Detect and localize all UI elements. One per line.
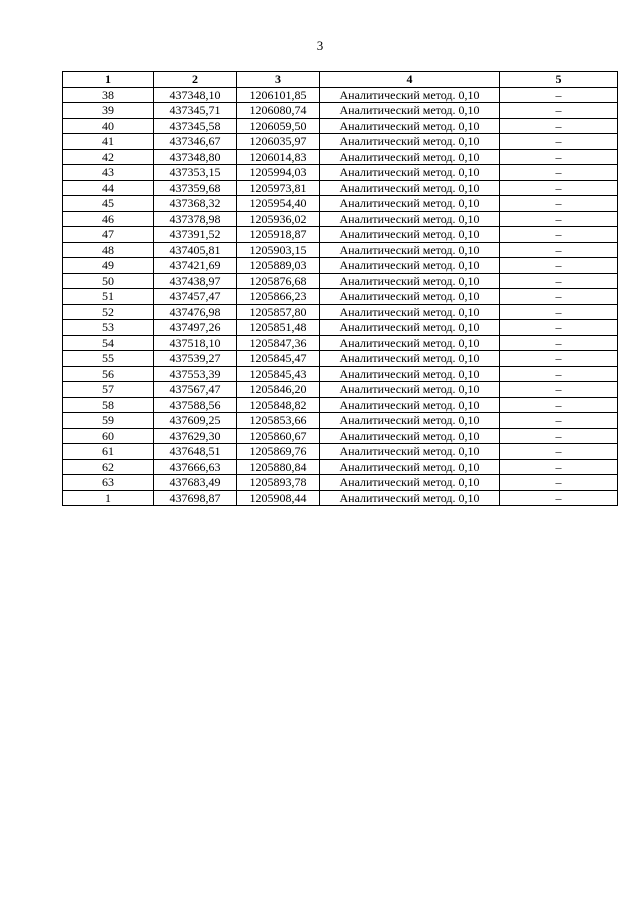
x-coordinate-cell: 437359,68 [154, 180, 237, 196]
header-row [63, 72, 618, 88]
point-number-cell: 54 [63, 335, 154, 351]
table-row [63, 304, 618, 320]
x-coordinate-cell: 437666,63 [154, 459, 237, 475]
description-cell: – [500, 289, 618, 305]
y-coordinate-cell: 1206101,85 [237, 87, 320, 103]
method-cell: Аналитический метод. 0,10 [320, 366, 500, 382]
point-number-cell: 48 [63, 242, 154, 258]
table-row [63, 289, 618, 305]
point-number-cell: 46 [63, 211, 154, 227]
description-cell: – [500, 397, 618, 413]
x-coordinate-cell: 437421,69 [154, 258, 237, 274]
table-row [63, 490, 618, 506]
point-number-cell: 52 [63, 304, 154, 320]
description-cell: – [500, 103, 618, 119]
description-cell: – [500, 134, 618, 150]
table-row [63, 87, 618, 103]
point-number-cell: 56 [63, 366, 154, 382]
method-cell: Аналитический метод. 0,10 [320, 304, 500, 320]
table-row [63, 428, 618, 444]
method-cell: Аналитический метод. 0,10 [320, 180, 500, 196]
point-number-cell: 45 [63, 196, 154, 212]
method-cell: Аналитический метод. 0,10 [320, 382, 500, 398]
table-row [63, 320, 618, 336]
y-coordinate-cell: 1205936,02 [237, 211, 320, 227]
description-cell: – [500, 351, 618, 367]
table-row [63, 242, 618, 258]
point-number-cell: 62 [63, 459, 154, 475]
y-coordinate-cell: 1205853,66 [237, 413, 320, 429]
method-cell: Аналитический метод. 0,10 [320, 444, 500, 460]
method-cell: Аналитический метод. 0,10 [320, 413, 500, 429]
x-coordinate-cell: 437567,47 [154, 382, 237, 398]
method-cell: Аналитический метод. 0,10 [320, 459, 500, 475]
y-coordinate-cell: 1205918,87 [237, 227, 320, 243]
point-number-cell: 53 [63, 320, 154, 336]
point-number-cell: 57 [63, 382, 154, 398]
y-coordinate-cell: 1205869,76 [237, 444, 320, 460]
y-coordinate-cell: 1206014,83 [237, 149, 320, 165]
table-row [63, 413, 618, 429]
x-coordinate-cell: 437346,67 [154, 134, 237, 150]
y-coordinate-cell: 1205903,15 [237, 242, 320, 258]
method-cell: Аналитический метод. 0,10 [320, 475, 500, 491]
point-number-cell: 59 [63, 413, 154, 429]
description-cell: – [500, 87, 618, 103]
method-cell: Аналитический метод. 0,10 [320, 87, 500, 103]
x-coordinate-cell: 437588,56 [154, 397, 237, 413]
method-cell: Аналитический метод. 0,10 [320, 258, 500, 274]
description-cell: – [500, 335, 618, 351]
table-row [63, 273, 618, 289]
description-cell: – [500, 149, 618, 165]
table-row [63, 103, 618, 119]
x-coordinate-cell: 437391,52 [154, 227, 237, 243]
y-coordinate-cell: 1205880,84 [237, 459, 320, 475]
header-cell-5: 5 [500, 72, 618, 88]
description-cell: – [500, 196, 618, 212]
table-row [63, 351, 618, 367]
x-coordinate-cell: 437345,71 [154, 103, 237, 119]
y-coordinate-cell: 1205954,40 [237, 196, 320, 212]
description-cell: – [500, 490, 618, 506]
x-coordinate-cell: 437348,10 [154, 87, 237, 103]
table-row [63, 444, 618, 460]
point-number-cell: 51 [63, 289, 154, 305]
description-cell: – [500, 273, 618, 289]
point-number-cell: 42 [63, 149, 154, 165]
table-row [63, 475, 618, 491]
method-cell: Аналитический метод. 0,10 [320, 227, 500, 243]
table-row [63, 382, 618, 398]
y-coordinate-cell: 1205876,68 [237, 273, 320, 289]
y-coordinate-cell: 1205866,23 [237, 289, 320, 305]
x-coordinate-cell: 437539,27 [154, 351, 237, 367]
x-coordinate-cell: 437476,98 [154, 304, 237, 320]
method-cell: Аналитический метод. 0,10 [320, 196, 500, 212]
description-cell: – [500, 180, 618, 196]
description-cell: – [500, 444, 618, 460]
description-cell: – [500, 227, 618, 243]
method-cell: Аналитический метод. 0,10 [320, 320, 500, 336]
method-cell: Аналитический метод. 0,10 [320, 165, 500, 181]
method-cell: Аналитический метод. 0,10 [320, 335, 500, 351]
x-coordinate-cell: 437553,39 [154, 366, 237, 382]
table-row [63, 211, 618, 227]
table-row [63, 397, 618, 413]
x-coordinate-cell: 437368,32 [154, 196, 237, 212]
method-cell: Аналитический метод. 0,10 [320, 118, 500, 134]
x-coordinate-cell: 437698,87 [154, 490, 237, 506]
x-coordinate-cell: 437518,10 [154, 335, 237, 351]
x-coordinate-cell: 437405,81 [154, 242, 237, 258]
y-coordinate-cell: 1205845,43 [237, 366, 320, 382]
x-coordinate-cell: 437609,25 [154, 413, 237, 429]
point-number-cell: 55 [63, 351, 154, 367]
x-coordinate-cell: 437683,49 [154, 475, 237, 491]
point-number-cell: 39 [63, 103, 154, 119]
table-row [63, 149, 618, 165]
point-number-cell: 49 [63, 258, 154, 274]
y-coordinate-cell: 1205994,03 [237, 165, 320, 181]
table-row [63, 134, 618, 150]
description-cell: – [500, 475, 618, 491]
point-number-cell: 43 [63, 165, 154, 181]
method-cell: Аналитический метод. 0,10 [320, 134, 500, 150]
method-cell: Аналитический метод. 0,10 [320, 428, 500, 444]
point-number-cell: 58 [63, 397, 154, 413]
y-coordinate-cell: 1205908,44 [237, 490, 320, 506]
method-cell: Аналитический метод. 0,10 [320, 490, 500, 506]
description-cell: – [500, 413, 618, 429]
x-coordinate-cell: 437353,15 [154, 165, 237, 181]
description-cell: – [500, 304, 618, 320]
point-number-cell: 61 [63, 444, 154, 460]
method-cell: Аналитический метод. 0,10 [320, 351, 500, 367]
table-row [63, 165, 618, 181]
table-row [63, 196, 618, 212]
description-cell: – [500, 366, 618, 382]
y-coordinate-cell: 1205889,03 [237, 258, 320, 274]
table-row [63, 335, 618, 351]
x-coordinate-cell: 437457,47 [154, 289, 237, 305]
table-row [63, 366, 618, 382]
method-cell: Аналитический метод. 0,10 [320, 397, 500, 413]
y-coordinate-cell: 1205845,47 [237, 351, 320, 367]
x-coordinate-cell: 437438,97 [154, 273, 237, 289]
point-number-cell: 44 [63, 180, 154, 196]
x-coordinate-cell: 437348,80 [154, 149, 237, 165]
y-coordinate-cell: 1205973,81 [237, 180, 320, 196]
header-cell-3: 3 [237, 72, 320, 88]
coordinates-table [62, 71, 618, 506]
point-number-cell: 47 [63, 227, 154, 243]
description-cell: – [500, 459, 618, 475]
point-number-cell: 41 [63, 134, 154, 150]
y-coordinate-cell: 1206059,50 [237, 118, 320, 134]
y-coordinate-cell: 1205847,36 [237, 335, 320, 351]
table-row [63, 118, 618, 134]
table-row [63, 258, 618, 274]
description-cell: – [500, 165, 618, 181]
x-coordinate-cell: 437648,51 [154, 444, 237, 460]
description-cell: – [500, 211, 618, 227]
y-coordinate-cell: 1205848,82 [237, 397, 320, 413]
y-coordinate-cell: 1205851,48 [237, 320, 320, 336]
y-coordinate-cell: 1206035,97 [237, 134, 320, 150]
description-cell: – [500, 320, 618, 336]
point-number-cell: 50 [63, 273, 154, 289]
method-cell: Аналитический метод. 0,10 [320, 103, 500, 119]
description-cell: – [500, 428, 618, 444]
method-cell: Аналитический метод. 0,10 [320, 242, 500, 258]
table-row [63, 459, 618, 475]
point-number-cell: 40 [63, 118, 154, 134]
header-cell-2: 2 [154, 72, 237, 88]
description-cell: – [500, 242, 618, 258]
table-row [63, 227, 618, 243]
x-coordinate-cell: 437378,98 [154, 211, 237, 227]
y-coordinate-cell: 1205860,67 [237, 428, 320, 444]
header-cell-4: 4 [320, 72, 500, 88]
description-cell: – [500, 382, 618, 398]
point-number-cell: 38 [63, 87, 154, 103]
point-number-cell: 60 [63, 428, 154, 444]
y-coordinate-cell: 1205893,78 [237, 475, 320, 491]
x-coordinate-cell: 437345,58 [154, 118, 237, 134]
method-cell: Аналитический метод. 0,10 [320, 289, 500, 305]
x-coordinate-cell: 437497,26 [154, 320, 237, 336]
point-number-cell: 63 [63, 475, 154, 491]
description-cell: – [500, 118, 618, 134]
y-coordinate-cell: 1205857,80 [237, 304, 320, 320]
header-cell-1: 1 [63, 72, 154, 88]
y-coordinate-cell: 1205846,20 [237, 382, 320, 398]
method-cell: Аналитический метод. 0,10 [320, 149, 500, 165]
point-number-cell: 1 [63, 490, 154, 506]
table-body [63, 87, 618, 506]
description-cell: – [500, 258, 618, 274]
method-cell: Аналитический метод. 0,10 [320, 273, 500, 289]
page-number: 3 [316, 38, 324, 53]
y-coordinate-cell: 1206080,74 [237, 103, 320, 119]
x-coordinate-cell: 437629,30 [154, 428, 237, 444]
table-header [63, 72, 618, 88]
method-cell: Аналитический метод. 0,10 [320, 211, 500, 227]
table-row [63, 180, 618, 196]
